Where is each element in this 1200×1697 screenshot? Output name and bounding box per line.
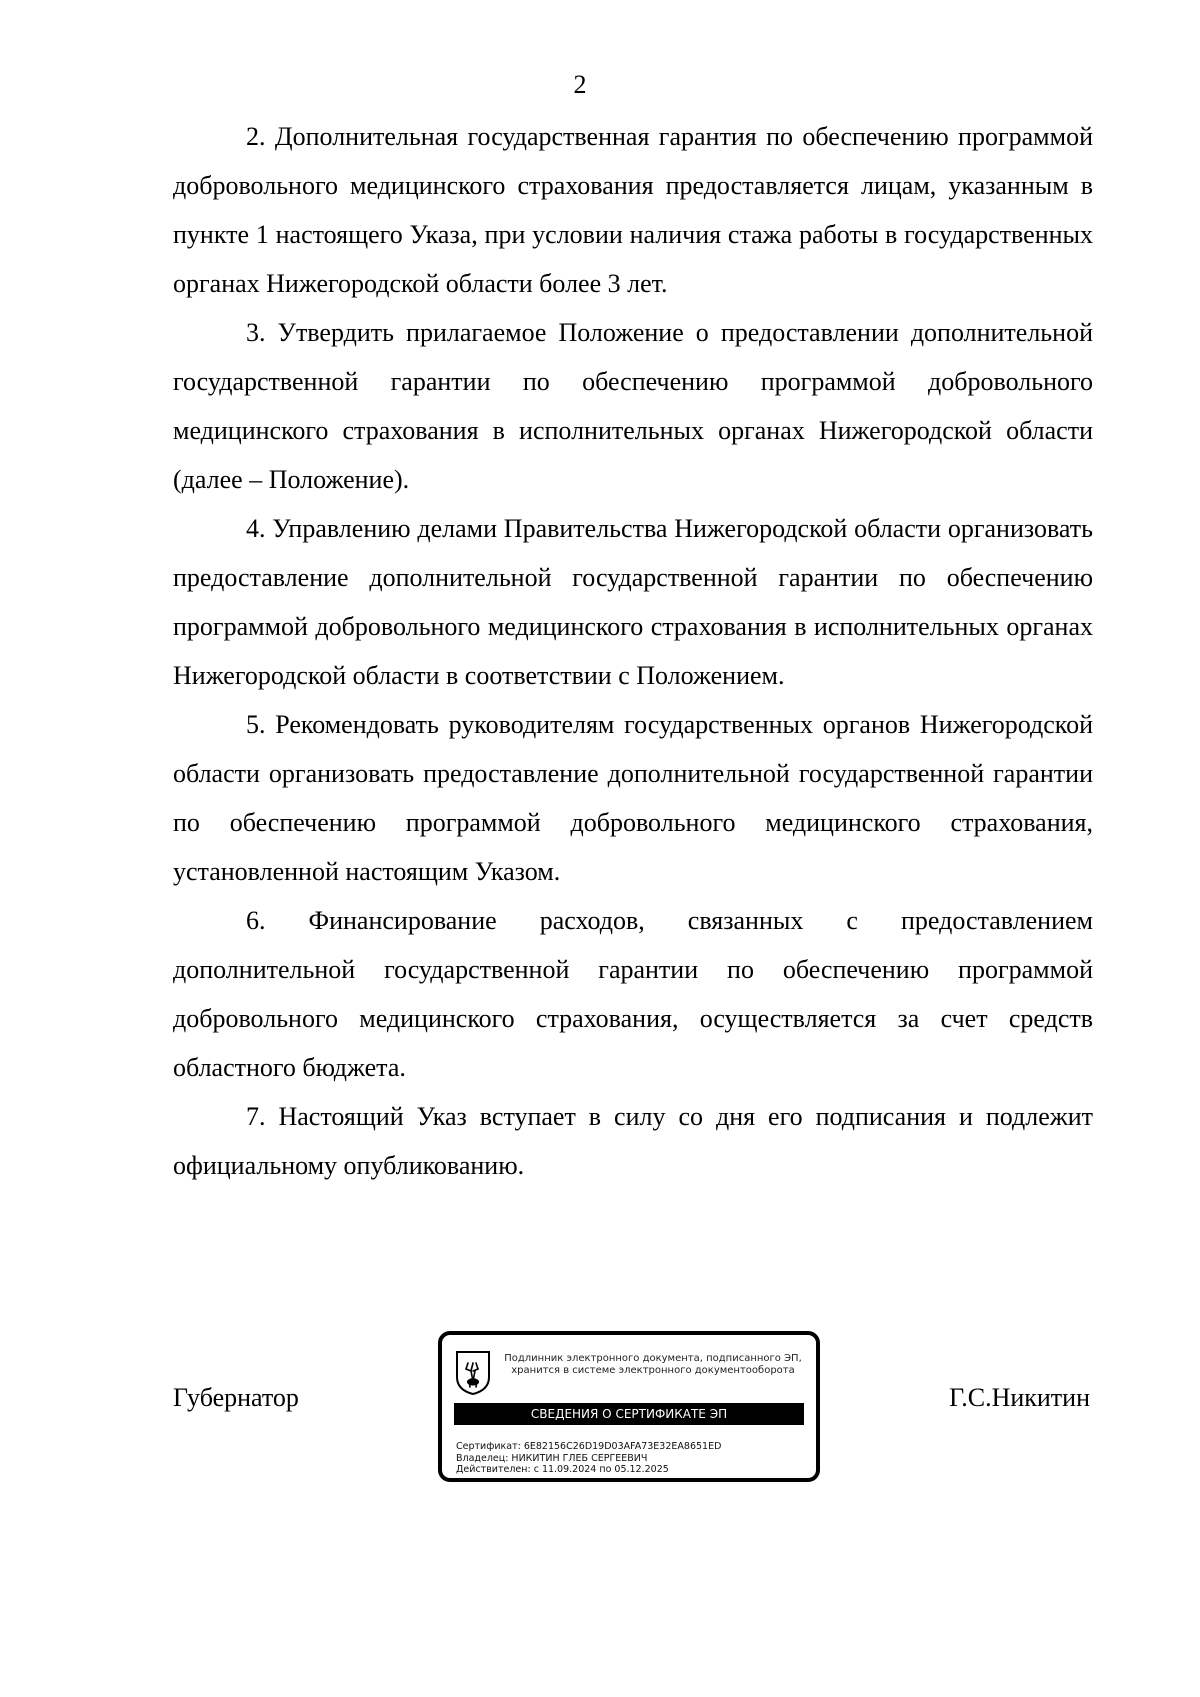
paragraph-2: 2. Дополнительная государственная гарантия по обеспечению программой добровольного медицинского страхования предоставляется лицам, указанным в пункте 1 настоящего Указа, при условии наличия стажа работы в государственных органах Нижегородской области более 3 лет. (173, 122, 1093, 298)
paragraph-3: 3. Утвердить прилагаемое Положение о предоставлении дополнительной государственной гарантии по обеспечению программой добровольного медицинского страхования в исполнительных органах Нижегородской области (далее – Положение). (173, 318, 1093, 494)
paragraph-6: 6. Финансирование расходов, связанных с предоставлением дополнительной государственной гарантии по обеспечению программой добровольного медицинского страхования, осуществляется за счет средств областного бюджета. (173, 906, 1093, 1082)
certificate-number: Сертификат: 6E82156C26D19D03AFA73E32EA8651ED (456, 1441, 722, 1452)
document-body (173, 112, 1093, 1190)
certificate-owner: Владелец: НИКИТИН ГЛЕБ СЕРГЕЕВИЧ (456, 1452, 648, 1464)
stamp-title-bar: СВЕДЕНИЯ О СЕРТИФИКАТЕ ЭП (454, 1403, 804, 1425)
signer-name: Г.С.Никитин (949, 1383, 1090, 1412)
stamp-header-line: Подлинник электронного документа, подписанного ЭП, (504, 1353, 802, 1364)
paragraph-4: 4. Управлению делами Правительства Нижегородской области организовать предоставление дополнительной государственной гарантии по обеспечению программой добровольного медицинского страхования в исполнительных органах Нижегородской области в соответствии с Положением. (173, 514, 1093, 690)
paragraph-7: 7. Настоящий Указ вступает в силу со дня его подписания и подлежит официальному опубликованию. (173, 1102, 1093, 1180)
stamp-header (494, 1353, 812, 1377)
deer-coat-of-arms-icon (454, 1349, 492, 1395)
stamp-header-line: хранится в системе электронного документооборота (511, 1365, 795, 1376)
electronic-signature-stamp (438, 1331, 820, 1482)
certificate-validity: Действителен: с 11.09.2024 по 05.12.2025 (456, 1464, 669, 1475)
page-number: 2 (573, 70, 587, 99)
certificate-details (456, 1441, 811, 1476)
signer-position: Губернатор (173, 1383, 299, 1412)
signature-block (0, 1323, 1200, 1493)
paragraph-5: 5. Рекомендовать руководителям государственных органов Нижегородской области организовать предоставление дополнительной государственной гарантии по обеспечению программой добровольного медицинского страхования, установленной настоящим Указом. (173, 710, 1093, 886)
